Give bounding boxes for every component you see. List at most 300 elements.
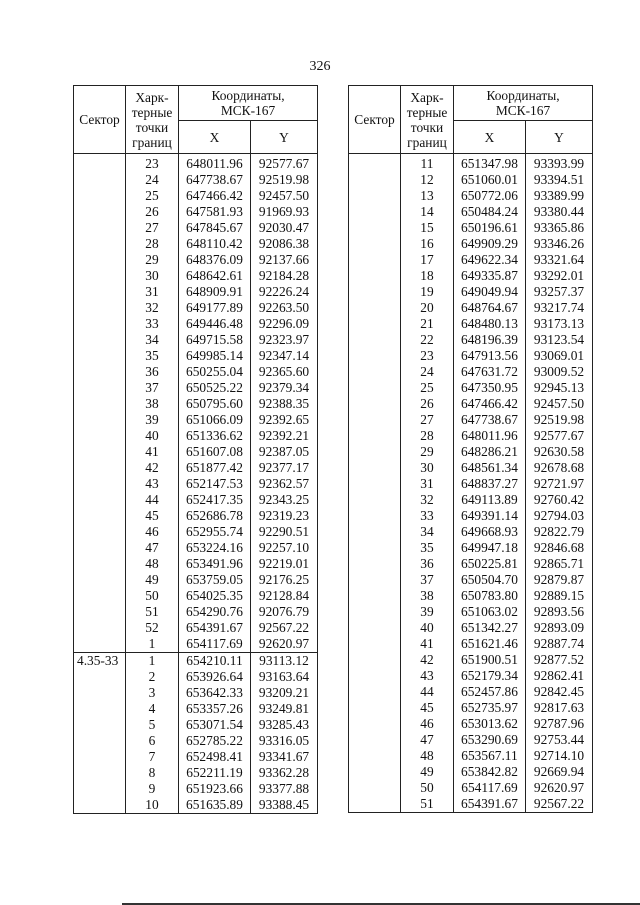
point-cell: 17 [401, 252, 454, 268]
sector-cell [349, 332, 401, 348]
table-row [349, 492, 593, 508]
point-cell: 33 [126, 316, 179, 332]
x-cell: 652735.97 [454, 700, 526, 716]
table-row [349, 796, 593, 813]
sector-cell [74, 508, 126, 524]
x-cell: 648286.21 [454, 444, 526, 460]
table-row [74, 701, 318, 717]
table-row [349, 172, 593, 188]
points-header-line: точки [135, 119, 169, 135]
table-row [349, 364, 593, 380]
table-row [349, 204, 593, 220]
sector-cell [74, 364, 126, 380]
point-cell: 41 [401, 636, 454, 652]
x-cell: 650484.24 [454, 204, 526, 220]
sector-cell [349, 700, 401, 716]
sector-cell [74, 572, 126, 588]
x-cell: 651900.51 [454, 652, 526, 668]
table-row [74, 412, 318, 428]
sector-cell [349, 508, 401, 524]
y-cell: 93380.44 [526, 204, 593, 220]
x-cell: 649947.18 [454, 540, 526, 556]
y-cell: 92893.56 [526, 604, 593, 620]
x-cell: 652147.53 [179, 476, 251, 492]
sector-header: Сектор [74, 86, 126, 154]
x-cell: 653567.11 [454, 748, 526, 764]
sector-cell [349, 716, 401, 732]
table-row [74, 444, 318, 460]
y-cell: 92567.22 [526, 796, 593, 813]
y-cell: 92347.14 [251, 348, 318, 364]
point-cell: 51 [401, 796, 454, 813]
table-row [74, 540, 318, 556]
x-cell: 649335.87 [454, 268, 526, 284]
y-cell: 92379.34 [251, 380, 318, 396]
x-cell: 649446.48 [179, 316, 251, 332]
table-row [349, 700, 593, 716]
point-cell: 50 [401, 780, 454, 796]
point-cell: 44 [126, 492, 179, 508]
point-cell: 22 [401, 332, 454, 348]
table-row [74, 524, 318, 540]
point-cell: 43 [401, 668, 454, 684]
x-cell: 653224.16 [179, 540, 251, 556]
x-cell: 647466.42 [454, 396, 526, 412]
y-cell: 92822.79 [526, 524, 593, 540]
point-cell: 30 [126, 268, 179, 284]
point-cell: 36 [401, 556, 454, 572]
y-cell: 93365.86 [526, 220, 593, 236]
y-cell: 92226.24 [251, 284, 318, 300]
y-cell: 92889.15 [526, 588, 593, 604]
sector-cell [74, 540, 126, 556]
coordinates-table-left [73, 85, 318, 814]
sector-cell [74, 588, 126, 604]
table-row [349, 620, 593, 636]
y-cell: 93292.01 [526, 268, 593, 284]
y-cell: 92721.97 [526, 476, 593, 492]
point-cell: 5 [126, 717, 179, 733]
point-cell: 33 [401, 508, 454, 524]
point-cell: 48 [126, 556, 179, 572]
sector-cell [74, 220, 126, 236]
coordinates-header-line: Координаты, [486, 88, 560, 103]
point-cell: 36 [126, 364, 179, 380]
x-cell: 650783.80 [454, 588, 526, 604]
point-cell: 26 [126, 204, 179, 220]
table-row [74, 604, 318, 620]
point-cell: 32 [126, 300, 179, 316]
x-cell: 650525.22 [179, 380, 251, 396]
x-cell: 649622.34 [454, 252, 526, 268]
point-cell: 21 [401, 316, 454, 332]
sector-cell [349, 604, 401, 620]
point-cell: 45 [126, 508, 179, 524]
x-cell: 652179.34 [454, 668, 526, 684]
x-cell: 653071.54 [179, 717, 251, 733]
point-cell: 51 [126, 604, 179, 620]
table-row [74, 508, 318, 524]
table-row [74, 476, 318, 492]
table-row [349, 220, 593, 236]
sector-cell [349, 764, 401, 780]
sector-cell [349, 444, 401, 460]
y-cell: 92669.94 [526, 764, 593, 780]
x-cell: 654117.69 [454, 780, 526, 796]
table-row [349, 428, 593, 444]
x-cell: 651342.27 [454, 620, 526, 636]
sector-cell [74, 492, 126, 508]
y-cell: 92392.65 [251, 412, 318, 428]
y-cell: 92620.97 [526, 780, 593, 796]
y-cell: 92760.42 [526, 492, 593, 508]
point-cell: 35 [401, 540, 454, 556]
x-header: X [454, 121, 526, 154]
sector-cell [74, 380, 126, 396]
sector-cell [349, 796, 401, 813]
point-cell: 9 [126, 781, 179, 797]
table-row [349, 460, 593, 476]
points-header-line: терные [131, 104, 173, 120]
point-cell: 47 [401, 732, 454, 748]
sector-cell [349, 492, 401, 508]
point-cell: 27 [126, 220, 179, 236]
x-cell: 653642.33 [179, 685, 251, 701]
point-cell: 14 [401, 204, 454, 220]
y-cell: 93123.54 [526, 332, 593, 348]
table-row [74, 669, 318, 685]
points-header [126, 86, 179, 154]
table-row [74, 685, 318, 701]
sector-cell [349, 188, 401, 204]
point-cell: 15 [401, 220, 454, 236]
point-cell: 52 [126, 620, 179, 636]
table-row [349, 444, 593, 460]
x-cell: 648110.42 [179, 236, 251, 252]
point-cell: 34 [401, 524, 454, 540]
x-cell: 649668.93 [454, 524, 526, 540]
y-cell: 92319.23 [251, 508, 318, 524]
point-cell: 11 [401, 154, 454, 173]
table-body [74, 154, 318, 814]
y-cell: 93362.28 [251, 765, 318, 781]
table-row [349, 332, 593, 348]
x-cell: 651066.09 [179, 412, 251, 428]
coordinates-table-right [348, 85, 593, 813]
sector-cell [74, 444, 126, 460]
x-cell: 649113.89 [454, 492, 526, 508]
points-header-line: границ [407, 134, 447, 150]
x-cell: 648196.39 [454, 332, 526, 348]
y-cell: 93346.26 [526, 236, 593, 252]
point-cell: 44 [401, 684, 454, 700]
sector-cell [74, 717, 126, 733]
y-cell: 93009.52 [526, 364, 593, 380]
point-cell: 18 [401, 268, 454, 284]
point-cell: 25 [401, 380, 454, 396]
table-row [349, 508, 593, 524]
point-cell: 42 [126, 460, 179, 476]
sector-cell [349, 154, 401, 173]
sector-cell [74, 284, 126, 300]
x-cell: 648764.67 [454, 300, 526, 316]
sector-cell [349, 268, 401, 284]
point-cell: 41 [126, 444, 179, 460]
point-cell: 24 [401, 364, 454, 380]
sector-cell [349, 620, 401, 636]
x-cell: 654290.76 [179, 604, 251, 620]
sector-header: Сектор [349, 86, 401, 154]
y-cell: 93341.67 [251, 749, 318, 765]
point-cell: 12 [401, 172, 454, 188]
x-cell: 649985.14 [179, 348, 251, 364]
y-cell: 92137.66 [251, 252, 318, 268]
sector-cell [74, 749, 126, 765]
table-row [349, 636, 593, 652]
sector-cell [349, 220, 401, 236]
x-cell: 652211.19 [179, 765, 251, 781]
table-row [349, 604, 593, 620]
header-row [349, 86, 593, 121]
y-cell: 93069.01 [526, 348, 593, 364]
y-cell: 93316.05 [251, 733, 318, 749]
x-cell: 649049.94 [454, 284, 526, 300]
x-cell: 647738.67 [454, 412, 526, 428]
table-row [74, 620, 318, 636]
points-header-line: Харк- [410, 89, 444, 105]
x-cell: 653357.26 [179, 701, 251, 717]
x-cell: 647845.67 [179, 220, 251, 236]
y-cell: 92519.98 [526, 412, 593, 428]
table-row [349, 412, 593, 428]
x-cell: 648376.09 [179, 252, 251, 268]
x-cell: 654391.67 [179, 620, 251, 636]
sector-cell [74, 412, 126, 428]
sector-cell [74, 348, 126, 364]
sector-cell [349, 252, 401, 268]
sector-cell [349, 172, 401, 188]
y-cell: 93173.13 [526, 316, 593, 332]
point-cell: 3 [126, 685, 179, 701]
sector-cell [74, 685, 126, 701]
sector-cell [349, 572, 401, 588]
point-cell: 35 [126, 348, 179, 364]
x-cell: 652785.22 [179, 733, 251, 749]
table-row [74, 204, 318, 220]
y-cell: 92865.71 [526, 556, 593, 572]
table-body [349, 154, 593, 813]
y-cell: 92714.10 [526, 748, 593, 764]
x-cell: 650196.61 [454, 220, 526, 236]
y-cell: 92323.97 [251, 332, 318, 348]
coordinates-header [179, 86, 318, 121]
sector-cell [349, 732, 401, 748]
sector-cell [74, 476, 126, 492]
y-cell: 92377.17 [251, 460, 318, 476]
point-cell: 37 [401, 572, 454, 588]
point-cell: 25 [126, 188, 179, 204]
x-cell: 649715.58 [179, 332, 251, 348]
sector-cell [74, 636, 126, 653]
point-cell: 1 [126, 653, 179, 670]
table-row [349, 154, 593, 173]
sector-cell [349, 412, 401, 428]
x-cell: 651063.02 [454, 604, 526, 620]
y-cell: 93217.74 [526, 300, 593, 316]
table-row [74, 717, 318, 733]
y-cell: 92076.79 [251, 604, 318, 620]
point-cell: 23 [126, 154, 179, 173]
sector-cell [74, 428, 126, 444]
page-number: 326 [309, 59, 331, 74]
table-row [74, 172, 318, 188]
sector-cell [74, 300, 126, 316]
sector-cell [349, 476, 401, 492]
y-cell: 92365.60 [251, 364, 318, 380]
table-row [349, 716, 593, 732]
table-row [74, 556, 318, 572]
sector-cell [74, 524, 126, 540]
point-cell: 45 [401, 700, 454, 716]
point-cell: 46 [126, 524, 179, 540]
sector-cell [74, 733, 126, 749]
point-cell: 39 [401, 604, 454, 620]
sector-cell [349, 556, 401, 572]
table-row [74, 460, 318, 476]
table-row [74, 380, 318, 396]
y-cell: 92877.52 [526, 652, 593, 668]
point-cell: 47 [126, 540, 179, 556]
table-row [74, 749, 318, 765]
y-cell: 92794.03 [526, 508, 593, 524]
point-cell: 16 [401, 236, 454, 252]
table-row [349, 316, 593, 332]
x-cell: 652498.41 [179, 749, 251, 765]
point-cell: 48 [401, 748, 454, 764]
y-cell: 92879.87 [526, 572, 593, 588]
table-row [74, 348, 318, 364]
x-cell: 651923.66 [179, 781, 251, 797]
sector-cell [74, 252, 126, 268]
y-cell: 92842.45 [526, 684, 593, 700]
y-cell: 92343.25 [251, 492, 318, 508]
x-cell: 653491.96 [179, 556, 251, 572]
sector-cell [349, 652, 401, 668]
point-cell: 27 [401, 412, 454, 428]
sector-cell [349, 540, 401, 556]
sector-cell [349, 316, 401, 332]
table-row [349, 236, 593, 252]
table-row [349, 524, 593, 540]
x-cell: 653926.64 [179, 669, 251, 685]
x-cell: 653759.05 [179, 572, 251, 588]
x-cell: 650772.06 [454, 188, 526, 204]
point-cell: 13 [401, 188, 454, 204]
y-cell: 92392.21 [251, 428, 318, 444]
x-cell: 650255.04 [179, 364, 251, 380]
table-row [74, 636, 318, 653]
y-cell: 92362.57 [251, 476, 318, 492]
table-row [349, 764, 593, 780]
point-cell: 24 [126, 172, 179, 188]
x-cell: 648642.61 [179, 268, 251, 284]
x-cell: 652457.86 [454, 684, 526, 700]
table-row [74, 765, 318, 781]
sector-cell [349, 284, 401, 300]
sector-cell [349, 300, 401, 316]
x-cell: 648011.96 [179, 154, 251, 173]
x-cell: 647581.93 [179, 204, 251, 220]
table-row [74, 316, 318, 332]
sector-cell: 4.35-33 [74, 653, 126, 670]
y-cell: 92620.97 [251, 636, 318, 653]
y-cell: 92862.41 [526, 668, 593, 684]
table-row [74, 428, 318, 444]
sector-cell [74, 797, 126, 814]
table-row [349, 380, 593, 396]
table-row [74, 332, 318, 348]
x-cell: 649177.89 [179, 300, 251, 316]
table-row [74, 588, 318, 604]
sector-cell [349, 364, 401, 380]
sector-cell [349, 428, 401, 444]
table-row [349, 268, 593, 284]
y-cell: 93377.88 [251, 781, 318, 797]
points-header-line: точки [410, 119, 444, 135]
table-row [349, 188, 593, 204]
sector-cell [349, 668, 401, 684]
table-row [74, 396, 318, 412]
point-cell: 30 [401, 460, 454, 476]
x-cell: 654025.35 [179, 588, 251, 604]
x-cell: 650225.81 [454, 556, 526, 572]
x-cell: 654391.67 [454, 796, 526, 813]
point-cell: 31 [126, 284, 179, 300]
table-row [349, 780, 593, 796]
sector-cell [74, 620, 126, 636]
y-cell: 92263.50 [251, 300, 318, 316]
y-cell: 93393.99 [526, 154, 593, 173]
table-row [349, 348, 593, 364]
x-cell: 650504.70 [454, 572, 526, 588]
x-cell: 652955.74 [179, 524, 251, 540]
x-cell: 652686.78 [179, 508, 251, 524]
sector-cell [349, 348, 401, 364]
y-cell: 92290.51 [251, 524, 318, 540]
sector-cell [74, 316, 126, 332]
y-cell: 93113.12 [251, 653, 318, 670]
point-cell: 46 [401, 716, 454, 732]
y-cell: 92219.01 [251, 556, 318, 572]
sector-cell [349, 236, 401, 252]
table-row [74, 154, 318, 173]
point-cell: 38 [126, 396, 179, 412]
point-cell: 1 [126, 636, 179, 653]
sector-cell [74, 781, 126, 797]
point-cell: 29 [126, 252, 179, 268]
point-cell: 20 [401, 300, 454, 316]
sector-cell [349, 684, 401, 700]
y-cell: 92184.28 [251, 268, 318, 284]
table-row [74, 284, 318, 300]
table-row [74, 492, 318, 508]
y-cell: 92030.47 [251, 220, 318, 236]
sector-cell [349, 748, 401, 764]
y-header: Y [526, 121, 593, 154]
sector-cell [74, 172, 126, 188]
point-cell: 50 [126, 588, 179, 604]
point-cell: 28 [401, 428, 454, 444]
